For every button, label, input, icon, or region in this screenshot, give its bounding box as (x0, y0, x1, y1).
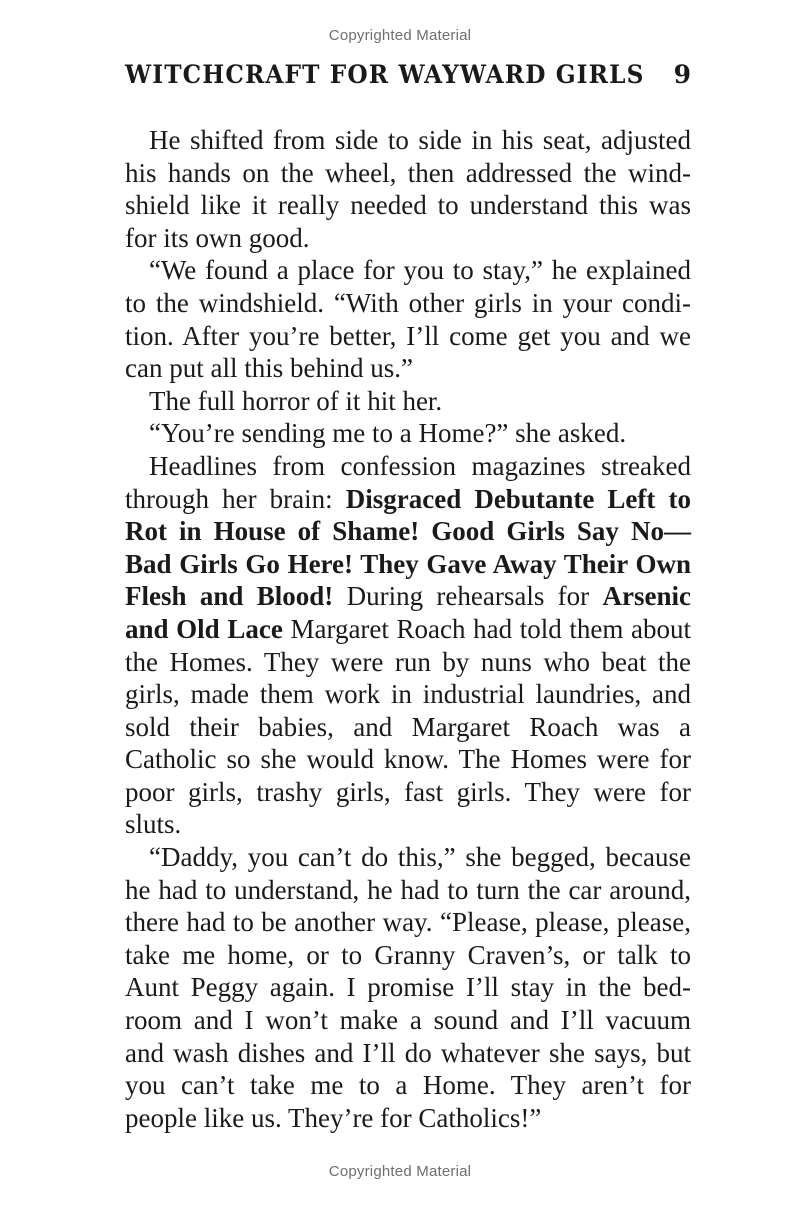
paragraph-6: “Daddy, you can’t do this,” she begged, because he had to understand, he had to turn the car around, there had to be another way. “Please, please, please, take me home, or to Granny Craven’s, or talk to Aunt Peggy again. I promise I’ll stay in the bedroom and I won’t make a sound and I’ll vacuum and wash dishes and I’ll do whatever she says, but you can’t take me to a Home. They aren’t for people like us. They’re for Catholics!” (125, 842, 691, 1133)
paragraph-5-text-a: Headlines from confession magazines streaked through her brain: (125, 450, 691, 514)
page-number: 9 (673, 60, 691, 89)
body-text (125, 124, 691, 1134)
paragraph-1: He shifted from side to side in his seat, adjusted his hands on the wheel, then addressed the windshield like it really needed to understand this was for its own good. (125, 125, 691, 253)
paragraph-5-text-b: During rehearsals for (333, 581, 603, 612)
play-title: Arsenic and Old Lace (125, 581, 691, 644)
running-header (125, 60, 691, 96)
paragraph-4: “You’re sending me to a Home?” she asked. (149, 418, 627, 449)
headline-list: Disgraced Debutante Left to Rot in House of Shame! Good Girls Say No—Bad Girls Go Here! They Gave Away Their Own Flesh and Blood! (125, 483, 691, 612)
paragraph-5-text-c: Margaret Roach had told them about the Homes. They were run by nuns who beat the girls, made them work in industrial laundries, and sold their babies, and Margaret Roach was a Catholic so she would know. The Homes were for poor girls, trashy girls, fast girls. They were for sluts. (125, 613, 692, 840)
copyright-watermark-top: Copyrighted Material (328, 27, 472, 44)
paragraph-5 (125, 450, 691, 841)
book-title: WITCHCRAFT FOR WAYWARD GIRLS (125, 60, 645, 89)
paragraph-2: “We found a place for you to stay,” he explained to the windshield. “With other girls in your condition. After you’re better, I’ll come get you and we can put all this behind us.” (125, 255, 691, 384)
copyright-watermark-bottom: Copyrighted Material (328, 1163, 472, 1180)
paragraph-3: The full horror of it hit her. (149, 385, 443, 416)
